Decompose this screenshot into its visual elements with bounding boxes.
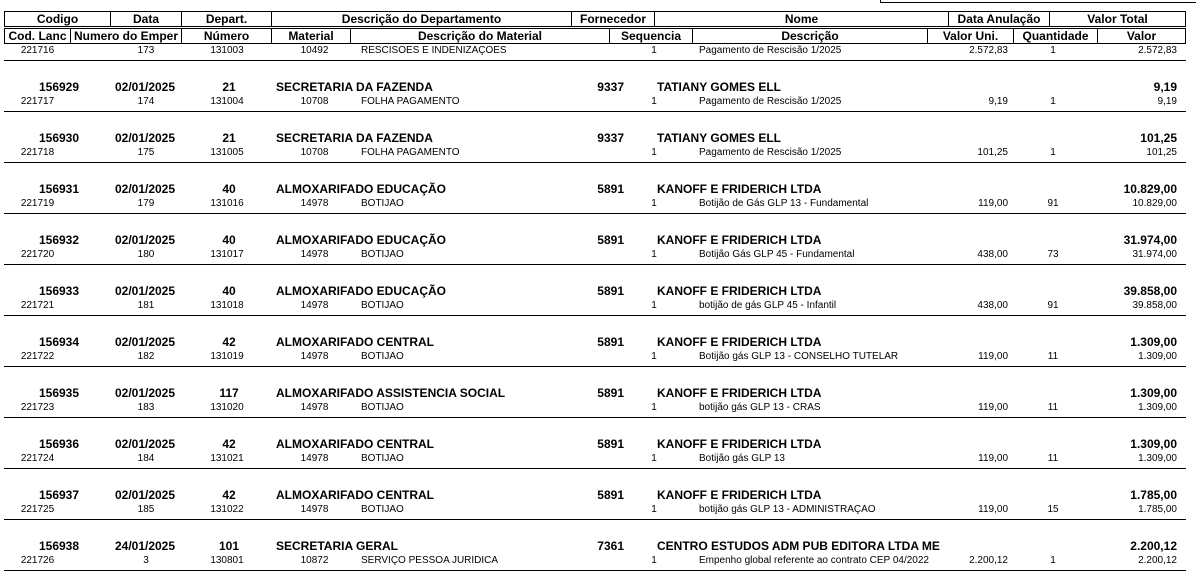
descricao-cell: Botijão de Gás GLP 13 - Fundamental bbox=[699, 198, 869, 209]
desc-material-cell: BOTIJÃO bbox=[361, 351, 404, 362]
valor-cell: 1.309,00 bbox=[1138, 351, 1177, 362]
sequencia-cell: 1 bbox=[651, 96, 657, 107]
empenho-cell: 173 bbox=[137, 45, 155, 56]
col-header-data: Data bbox=[110, 11, 182, 27]
desc-material-cell: BOTIJÃO bbox=[361, 249, 404, 260]
valor-uni-cell: 101,25 bbox=[977, 147, 1008, 158]
nome-cell: KANOFF E FRIDERICH LTDA bbox=[657, 233, 822, 247]
sequencia-cell: 1 bbox=[651, 351, 657, 362]
desc-material-cell: FOLHA PAGAMENTO bbox=[361, 147, 460, 158]
quantidade-cell: 91 bbox=[1047, 300, 1059, 311]
valor-cell: 1.309,00 bbox=[1138, 453, 1177, 464]
data-cell: 24/01/2025 bbox=[114, 539, 176, 553]
cod-lanc-cell: 221721 bbox=[20, 300, 55, 311]
cod-lanc-cell: 221720 bbox=[20, 249, 55, 260]
codigo-cell: 156931 bbox=[38, 182, 80, 196]
desc-departamento-cell: ALMOXARIFADO EDUCAÇÃO bbox=[276, 284, 446, 298]
fornecedor-cell: 5891 bbox=[597, 182, 624, 196]
col-header-numero: Número bbox=[181, 28, 272, 44]
numero-cell: 131021 bbox=[210, 453, 244, 464]
descricao-cell: Pagamento de Rescisão 1/2025 bbox=[699, 147, 842, 158]
col-header-valor: Valor bbox=[1097, 28, 1186, 44]
material-cell: 14978 bbox=[300, 402, 329, 413]
descricao-cell: Botijão gás GLP 13 bbox=[699, 453, 785, 464]
material-cell: 10872 bbox=[300, 555, 329, 566]
detail-row bbox=[4, 45, 1186, 58]
valor-cell: 31.974,00 bbox=[1132, 249, 1177, 260]
desc-departamento-cell: ALMOXARIFADO CENTRAL bbox=[276, 335, 434, 349]
valor-uni-cell: 119,00 bbox=[978, 402, 1008, 413]
valor-total-cell: 101,25 bbox=[1140, 131, 1177, 145]
valor-cell: 101,25 bbox=[1146, 147, 1177, 158]
record-block bbox=[4, 316, 1186, 367]
col-header-quantidade: Quantidade bbox=[1013, 28, 1098, 44]
desc-material-cell: BOTIJÃO bbox=[361, 504, 404, 515]
valor-uni-cell: 119,00 bbox=[978, 504, 1008, 515]
depart-cell: 21 bbox=[222, 80, 236, 94]
quantidade-cell: 11 bbox=[1047, 351, 1059, 362]
detail-row bbox=[4, 198, 1186, 211]
sequencia-cell: 1 bbox=[651, 147, 657, 158]
empenho-cell: 174 bbox=[137, 96, 155, 107]
codigo-cell: 156935 bbox=[38, 386, 80, 400]
fornecedor-cell: 5891 bbox=[597, 284, 624, 298]
nome-cell: KANOFF E FRIDERICH LTDA bbox=[657, 182, 822, 196]
sequencia-cell: 1 bbox=[651, 402, 657, 413]
sequencia-cell: 1 bbox=[651, 504, 657, 515]
empenho-cell: 182 bbox=[137, 351, 155, 362]
valor-total-cell: 1.309,00 bbox=[1130, 437, 1177, 451]
col-header-descricao: Descrição bbox=[692, 28, 928, 44]
desc-material-cell: BOTIJÃO bbox=[361, 453, 404, 464]
nome-cell: KANOFF E FRIDERICH LTDA bbox=[657, 488, 822, 502]
nome-cell: KANOFF E FRIDERICH LTDA bbox=[657, 437, 822, 451]
desc-material-cell: BOTIJÃO bbox=[361, 198, 404, 209]
empenho-cell: 3 bbox=[143, 555, 149, 566]
col-header-desc-departamento: Descrição do Departamento bbox=[271, 11, 572, 27]
quantidade-cell: 73 bbox=[1047, 249, 1059, 260]
valor-cell: 10.829,00 bbox=[1132, 198, 1177, 209]
desc-departamento-cell: ALMOXARIFADO EDUCAÇÃO bbox=[276, 182, 446, 196]
record-block bbox=[4, 112, 1186, 163]
depart-cell: 40 bbox=[222, 233, 236, 247]
nome-cell: TATIANY GOMES ELL bbox=[657, 131, 782, 145]
empenho-cell: 181 bbox=[137, 300, 155, 311]
codigo-cell: 156937 bbox=[38, 488, 80, 502]
data-cell: 02/01/2025 bbox=[114, 284, 176, 298]
valor-cell: 2.572,83 bbox=[1138, 45, 1177, 56]
desc-departamento-cell: SECRETARIA DA FAZENDA bbox=[276, 80, 433, 94]
record-header-row bbox=[4, 488, 1186, 504]
cod-lanc-cell: 221716 bbox=[20, 45, 55, 56]
detail-row bbox=[4, 402, 1186, 415]
fornecedor-cell: 5891 bbox=[597, 335, 624, 349]
quantidade-cell: 11 bbox=[1047, 453, 1059, 464]
empenho-cell: 183 bbox=[137, 402, 155, 413]
codigo-cell: 156929 bbox=[38, 80, 80, 94]
col-header-numero-empenho: Numero do Emper bbox=[70, 28, 182, 44]
record-header-row bbox=[4, 182, 1186, 198]
desc-material-cell: BOTIJÃO bbox=[361, 402, 404, 413]
fornecedor-cell: 9337 bbox=[597, 131, 624, 145]
header-row-secondary bbox=[4, 28, 1186, 44]
detail-row bbox=[4, 504, 1186, 517]
depart-cell: 117 bbox=[219, 386, 239, 400]
data-cell: 02/01/2025 bbox=[114, 488, 176, 502]
detail-row bbox=[4, 96, 1186, 109]
fornecedor-cell: 7361 bbox=[597, 539, 624, 553]
record-block bbox=[4, 265, 1186, 316]
quantidade-cell: 1 bbox=[1050, 96, 1056, 107]
empenho-cell: 185 bbox=[137, 504, 155, 515]
data-cell: 02/01/2025 bbox=[114, 437, 176, 451]
material-cell: 10708 bbox=[300, 96, 329, 107]
codigo-cell: 156938 bbox=[38, 539, 80, 553]
sequencia-cell: 1 bbox=[651, 555, 657, 566]
col-header-valor-uni: Valor Uni. bbox=[927, 28, 1014, 44]
record-header-row bbox=[4, 539, 1186, 555]
cod-lanc-cell: 221723 bbox=[20, 402, 55, 413]
col-header-material: Material bbox=[271, 28, 351, 44]
valor-uni-cell: 2.200,12 bbox=[969, 555, 1008, 566]
material-cell: 14978 bbox=[300, 198, 329, 209]
desc-departamento-cell: ALMOXARIFADO ASSISTENCIA SOCIAL bbox=[276, 386, 506, 400]
desc-material-cell: RESCISÕES E INDENIZAÇÕES bbox=[361, 45, 507, 56]
numero-cell: 130801 bbox=[210, 555, 244, 566]
valor-cell: 9,19 bbox=[1157, 96, 1177, 107]
valor-total-cell: 31.974,00 bbox=[1123, 233, 1177, 247]
valor-uni-cell: 2.572,83 bbox=[969, 45, 1008, 56]
quantidade-cell: 15 bbox=[1047, 504, 1059, 515]
cod-lanc-cell: 221726 bbox=[20, 555, 55, 566]
record-header-row bbox=[4, 80, 1186, 96]
numero-cell: 131020 bbox=[210, 402, 244, 413]
nome-cell: KANOFF E FRIDERICH LTDA bbox=[657, 335, 822, 349]
col-header-desc-material: Descrição do Material bbox=[350, 28, 610, 44]
valor-uni-cell: 119,00 bbox=[978, 453, 1008, 464]
quantidade-cell: 1 bbox=[1050, 555, 1056, 566]
detail-row bbox=[4, 249, 1186, 262]
valor-cell: 2.200,12 bbox=[1138, 555, 1177, 566]
sequencia-cell: 1 bbox=[651, 45, 657, 56]
record-header-row bbox=[4, 386, 1186, 402]
cod-lanc-cell: 221719 bbox=[20, 198, 55, 209]
descricao-cell: Pagamento de Rescisão 1/2025 bbox=[699, 45, 842, 56]
top-border-line bbox=[880, 0, 1196, 3]
descricao-cell: botijão gás GLP 13 - CRAS bbox=[699, 402, 821, 413]
desc-material-cell: BOTIJÃO bbox=[361, 300, 404, 311]
valor-cell: 39.858,00 bbox=[1132, 300, 1177, 311]
descricao-cell: Botijão Gás GLP 45 - Fundamental bbox=[699, 249, 855, 260]
codigo-cell: 156932 bbox=[38, 233, 80, 247]
codigo-cell: 156934 bbox=[38, 335, 80, 349]
record-block bbox=[4, 520, 1186, 571]
valor-total-cell: 10.829,00 bbox=[1123, 182, 1177, 196]
cod-lanc-cell: 221717 bbox=[20, 96, 55, 107]
col-header-nome: Nome bbox=[654, 11, 949, 27]
depart-cell: 21 bbox=[222, 131, 236, 145]
desc-departamento-cell: ALMOXARIFADO CENTRAL bbox=[276, 437, 434, 451]
record-header-row bbox=[4, 335, 1186, 351]
valor-cell: 1.309,00 bbox=[1138, 402, 1177, 413]
depart-cell: 42 bbox=[222, 488, 236, 502]
valor-uni-cell: 119,00 bbox=[978, 198, 1008, 209]
quantidade-cell: 1 bbox=[1050, 45, 1056, 56]
record-header-row bbox=[4, 233, 1186, 249]
col-header-codigo: Codigo bbox=[4, 11, 111, 27]
depart-cell: 42 bbox=[222, 437, 236, 451]
material-cell: 10708 bbox=[300, 147, 329, 158]
desc-departamento-cell: SECRETARIA GERAL bbox=[276, 539, 399, 553]
nome-cell: TATIANY GOMES ELL bbox=[657, 80, 782, 94]
cod-lanc-cell: 221724 bbox=[20, 453, 55, 464]
numero-cell: 131004 bbox=[210, 96, 244, 107]
record-block bbox=[4, 418, 1186, 469]
fornecedor-cell: 9337 bbox=[597, 80, 624, 94]
valor-cell: 1.785,00 bbox=[1138, 504, 1177, 515]
numero-cell: 131003 bbox=[210, 45, 244, 56]
col-header-depart: Depart. bbox=[181, 11, 272, 27]
codigo-cell: 156930 bbox=[38, 131, 80, 145]
detail-row bbox=[4, 147, 1186, 160]
valor-total-cell: 2.200,12 bbox=[1130, 539, 1177, 553]
material-cell: 14978 bbox=[300, 300, 329, 311]
empenho-cell: 175 bbox=[137, 147, 155, 158]
col-header-fornecedor: Fornecedor bbox=[571, 11, 655, 27]
material-cell: 14978 bbox=[300, 453, 329, 464]
valor-uni-cell: 119,00 bbox=[978, 351, 1008, 362]
nome-cell: KANOFF E FRIDERICH LTDA bbox=[657, 386, 822, 400]
valor-uni-cell: 9,19 bbox=[988, 96, 1008, 107]
codigo-cell: 156933 bbox=[38, 284, 80, 298]
valor-uni-cell: 438,00 bbox=[977, 249, 1008, 260]
valor-total-cell: 39.858,00 bbox=[1123, 284, 1177, 298]
data-cell: 02/01/2025 bbox=[114, 335, 176, 349]
col-header-valor-total: Valor Total bbox=[1049, 11, 1186, 27]
nome-cell: KANOFF E FRIDERICH LTDA bbox=[657, 284, 822, 298]
sequencia-cell: 1 bbox=[651, 453, 657, 464]
valor-total-cell: 9,19 bbox=[1153, 80, 1177, 94]
data-cell: 02/01/2025 bbox=[114, 233, 176, 247]
data-cell: 02/01/2025 bbox=[114, 182, 176, 196]
material-cell: 14978 bbox=[300, 504, 329, 515]
valor-total-cell: 1.785,00 bbox=[1130, 488, 1177, 502]
data-cell: 02/01/2025 bbox=[114, 80, 176, 94]
record-block bbox=[4, 214, 1186, 265]
data-cell: 02/01/2025 bbox=[114, 131, 176, 145]
descricao-cell: Empenho global referente ao contrato CEP 04/2022 bbox=[699, 555, 929, 566]
descricao-cell: Pagamento de Rescisão 1/2025 bbox=[699, 96, 842, 107]
cod-lanc-cell: 221722 bbox=[20, 351, 55, 362]
col-header-sequencia: Sequencia bbox=[609, 28, 693, 44]
valor-total-cell: 1.309,00 bbox=[1130, 335, 1177, 349]
quantidade-cell: 91 bbox=[1047, 198, 1059, 209]
detail-row bbox=[4, 300, 1186, 313]
desc-departamento-cell: ALMOXARIFADO CENTRAL bbox=[276, 488, 434, 502]
sequencia-cell: 1 bbox=[651, 198, 657, 209]
record-header-row bbox=[4, 131, 1186, 147]
depart-cell: 42 bbox=[222, 335, 236, 349]
material-cell: 14978 bbox=[300, 351, 329, 362]
record-header-row bbox=[4, 284, 1186, 300]
depart-cell: 101 bbox=[218, 539, 240, 553]
record-header-row bbox=[4, 437, 1186, 453]
quantidade-cell: 1 bbox=[1050, 147, 1056, 158]
quantidade-cell: 11 bbox=[1047, 402, 1059, 413]
depart-cell: 40 bbox=[222, 182, 236, 196]
fornecedor-cell: 5891 bbox=[597, 386, 624, 400]
header-row-primary bbox=[4, 11, 1186, 27]
cod-lanc-cell: 221718 bbox=[20, 147, 55, 158]
numero-cell: 131005 bbox=[210, 147, 244, 158]
cod-lanc-cell: 221725 bbox=[20, 504, 55, 515]
depart-cell: 40 bbox=[222, 284, 236, 298]
fornecedor-cell: 5891 bbox=[597, 488, 624, 502]
fornecedor-cell: 5891 bbox=[597, 233, 624, 247]
numero-cell: 131016 bbox=[210, 198, 244, 209]
detail-row bbox=[4, 555, 1186, 568]
fornecedor-cell: 5891 bbox=[597, 437, 624, 451]
desc-material-cell: SERVIÇO PESSOA JURÍDICA bbox=[361, 555, 499, 566]
empenho-cell: 184 bbox=[137, 453, 155, 464]
desc-departamento-cell: SECRETARIA DA FAZENDA bbox=[276, 131, 433, 145]
record-block bbox=[4, 61, 1186, 112]
detail-row bbox=[4, 453, 1186, 466]
record-block bbox=[4, 367, 1186, 418]
detail-row bbox=[4, 351, 1186, 364]
numero-cell: 131018 bbox=[210, 300, 244, 311]
descricao-cell: botijão de gás GLP 45 - Infantil bbox=[699, 300, 837, 311]
material-cell: 10492 bbox=[300, 45, 329, 56]
valor-total-cell: 1.309,00 bbox=[1130, 386, 1177, 400]
detail-block-first bbox=[4, 44, 1186, 61]
desc-departamento-cell: ALMOXARIFADO EDUCAÇÃO bbox=[276, 233, 446, 247]
empenho-cell: 179 bbox=[137, 198, 155, 209]
record-block bbox=[4, 163, 1186, 214]
data-cell: 02/01/2025 bbox=[114, 386, 176, 400]
descricao-cell: botijão gás GLP 13 - ADMINISTRAÇÃO bbox=[699, 504, 876, 515]
material-cell: 14978 bbox=[300, 249, 329, 260]
col-header-data-anulacao: Data Anulação bbox=[948, 11, 1050, 27]
codigo-cell: 156936 bbox=[38, 437, 80, 451]
sequencia-cell: 1 bbox=[651, 300, 657, 311]
sequencia-cell: 1 bbox=[651, 249, 657, 260]
descricao-cell: Botijão gás GLP 13 - CONSELHO TUTELAR bbox=[699, 351, 899, 362]
numero-cell: 131022 bbox=[210, 504, 244, 515]
valor-uni-cell: 438,00 bbox=[977, 300, 1008, 311]
numero-cell: 131019 bbox=[210, 351, 244, 362]
numero-cell: 131017 bbox=[210, 249, 244, 260]
nome-cell: CENTRO ESTUDOS ADM PUB EDITORA LTDA ME bbox=[657, 539, 940, 553]
desc-material-cell: FOLHA PAGAMENTO bbox=[361, 96, 460, 107]
record-block bbox=[4, 469, 1186, 520]
col-header-cod-lanc: Cod. Lanc bbox=[4, 28, 71, 44]
empenho-cell: 180 bbox=[137, 249, 155, 260]
